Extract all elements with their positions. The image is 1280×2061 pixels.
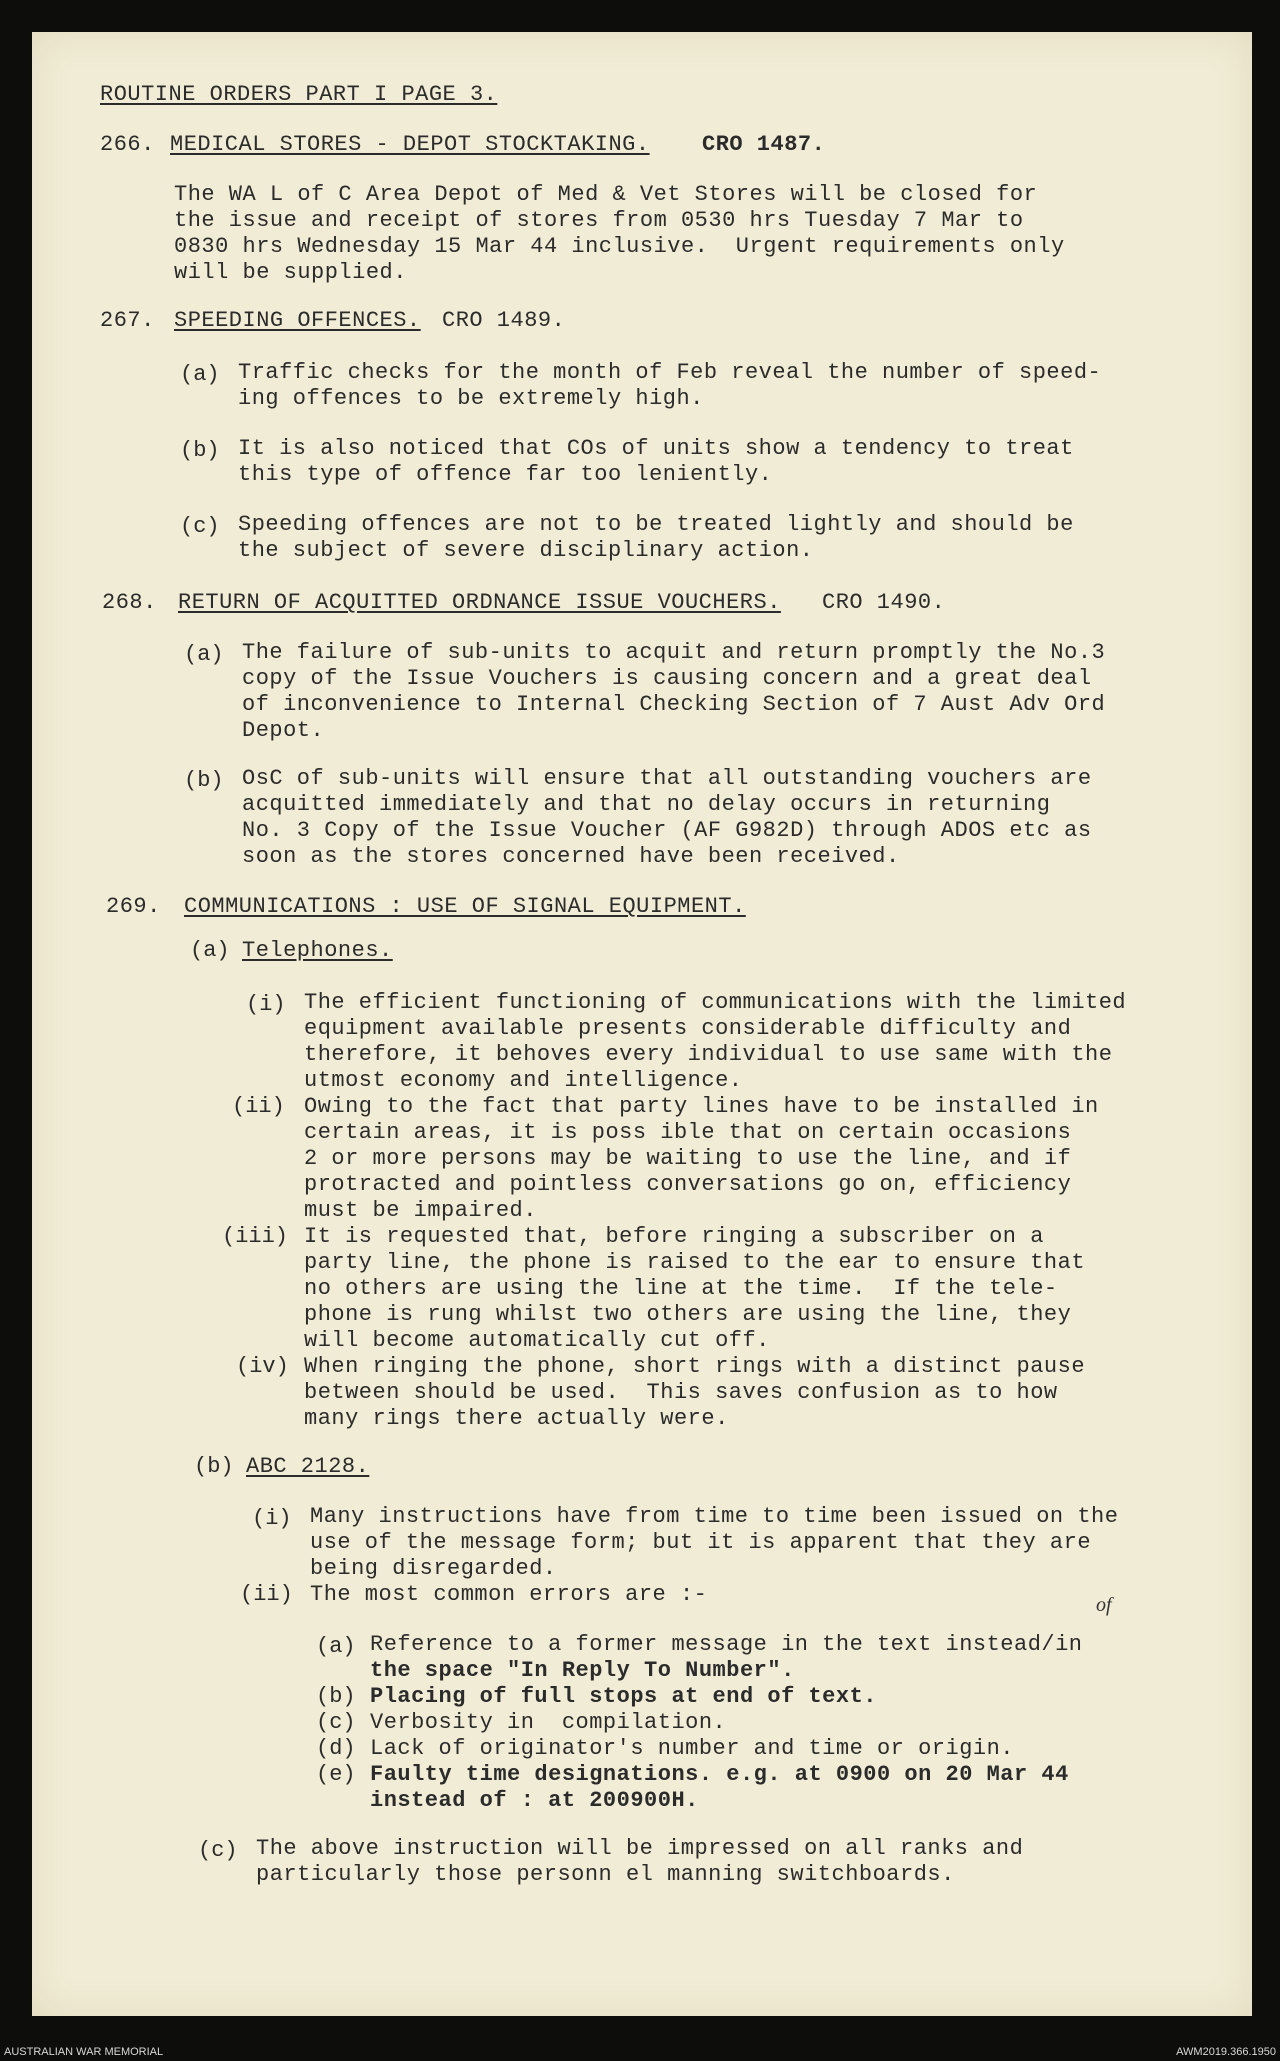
section-266-line: the issue and receipt of stores from 0530 hrs Tuesday 7 Mar to bbox=[174, 208, 1024, 233]
item-label: (ii) bbox=[232, 1094, 285, 1119]
subsection-label: (c) bbox=[198, 1838, 238, 1863]
section-269-heading: COMMUNICATIONS : USE OF SIGNAL EQUIPMENT. bbox=[184, 894, 746, 919]
item-line: the subject of severe disciplinary action. bbox=[238, 538, 814, 563]
item-label: (iii) bbox=[222, 1224, 289, 1249]
item-line: It is also noticed that COs of units show a tendency to treat bbox=[238, 436, 1074, 461]
section-266-line: 0830 hrs Wednesday 15 Mar 44 inclusive. Urgent requirements only bbox=[174, 234, 1065, 259]
item-line: copy of the Issue Vouchers is causing concern and a great deal bbox=[242, 666, 1092, 691]
item-line: soon as the stores concerned have been received. bbox=[242, 844, 900, 869]
item-line: Many instructions have from time to time been issued on the bbox=[310, 1504, 1119, 1529]
item-label: (c) bbox=[180, 514, 220, 539]
section-268-ref: CRO 1490. bbox=[822, 590, 946, 615]
subsection-title: Telephones. bbox=[242, 938, 393, 963]
item-line: It is requested that, before ringing a subscriber on a bbox=[304, 1224, 1044, 1249]
item-line: No. 3 Copy of the Issue Voucher (AF G982D) through ADOS etc as bbox=[242, 818, 1092, 843]
subsection-label: (a) bbox=[190, 938, 230, 963]
item-line: The failure of sub-units to acquit and return promptly the No.3 bbox=[242, 640, 1106, 665]
section-267-number: 267. bbox=[100, 308, 155, 333]
handwritten-insertion: of bbox=[1096, 1594, 1112, 1616]
error-label: (c) bbox=[316, 1710, 356, 1735]
section-267-ref: CRO 1489. bbox=[442, 308, 566, 333]
item-line: must be impaired. bbox=[304, 1198, 537, 1223]
item-line: equipment available presents considerable difficulty and bbox=[304, 1016, 1072, 1041]
section-266-number: 266. bbox=[100, 132, 155, 157]
item-label: (a) bbox=[180, 362, 220, 387]
error-line: Lack of originator's number and time or origin. bbox=[370, 1736, 1015, 1761]
item-line: this type of offence far too leniently. bbox=[238, 462, 773, 487]
item-line: acquitted immediately and that no delay occurs in returning bbox=[242, 792, 1051, 817]
subsection-line: particularly those personn el manning switchboards. bbox=[256, 1862, 955, 1887]
item-line: will become automatically cut off. bbox=[304, 1328, 770, 1353]
item-line: being disregarded. bbox=[310, 1556, 557, 1581]
item-line: Owing to the fact that party lines have to be installed in bbox=[304, 1094, 1099, 1119]
item-line: protracted and pointless conversations go on, efficiency bbox=[304, 1172, 1072, 1197]
error-label: (e) bbox=[316, 1762, 356, 1787]
item-line: therefore, it behoves every individual to use same with the bbox=[304, 1042, 1113, 1067]
item-label: (b) bbox=[180, 438, 220, 463]
section-269-number: 269. bbox=[106, 894, 161, 919]
item-line: Speeding offences are not to be treated lightly and should be bbox=[238, 512, 1074, 537]
item-line: party line, the phone is raised to the ear to ensure that bbox=[304, 1250, 1086, 1275]
item-line: When ringing the phone, short rings with a distinct pause bbox=[304, 1354, 1086, 1379]
item-label: (i) bbox=[246, 992, 286, 1017]
archive-reference: AWM2019.366.1950 bbox=[1176, 2046, 1276, 2058]
subsection-line: The above instruction will be impressed on all ranks and bbox=[256, 1836, 1024, 1861]
section-266-heading: MEDICAL STORES - DEPOT STOCKTAKING. bbox=[170, 132, 650, 157]
document-page bbox=[32, 32, 1252, 2016]
item-line: use of the message form; but it is apparent that they are bbox=[310, 1530, 1092, 1555]
archive-name: AUSTRALIAN WAR MEMORIAL bbox=[4, 2046, 164, 2058]
section-267-heading: SPEEDING OFFENCES. bbox=[174, 308, 421, 333]
item-line: phone is rung whilst two others are using the line, they bbox=[304, 1302, 1072, 1327]
item-line: The most common errors are :- bbox=[310, 1582, 708, 1607]
error-line: Reference to a former message in the text instead/in bbox=[370, 1632, 1083, 1657]
subsection-title: ABC 2128. bbox=[246, 1454, 370, 1479]
error-label: (b) bbox=[316, 1684, 356, 1709]
item-label: (i) bbox=[252, 1506, 292, 1531]
item-label: (iv) bbox=[236, 1354, 289, 1379]
item-line: utmost economy and intelligence. bbox=[304, 1068, 743, 1093]
error-line: Faulty time designations. e.g. at 0900 on 20 Mar 44 bbox=[370, 1762, 1069, 1787]
archive-footer bbox=[0, 2044, 1280, 2061]
subsection-label: (b) bbox=[194, 1454, 234, 1479]
item-line: many rings there actually were. bbox=[304, 1406, 729, 1431]
item-line: Traffic checks for the month of Feb reveal the number of speed- bbox=[238, 360, 1102, 385]
section-268-number: 268. bbox=[102, 590, 157, 615]
item-line: certain areas, it is poss ible that on certain occasions bbox=[304, 1120, 1072, 1145]
item-line: ing offences to be extremely high. bbox=[238, 386, 704, 411]
error-label: (a) bbox=[316, 1634, 356, 1659]
item-line: of inconvenience to Internal Checking Section of 7 Aust Adv Ord bbox=[242, 692, 1106, 717]
error-line: the space "In Reply To Number". bbox=[370, 1658, 795, 1683]
section-266-line: will be supplied. bbox=[174, 260, 407, 285]
item-label: (ii) bbox=[240, 1582, 293, 1607]
item-line: no others are using the line at the time. If the tele- bbox=[304, 1276, 1058, 1301]
item-label: (b) bbox=[184, 768, 224, 793]
error-label: (d) bbox=[316, 1736, 356, 1761]
error-line: Verbosity in compilation. bbox=[370, 1710, 727, 1735]
item-line: 2 or more persons may be waiting to use the line, and if bbox=[304, 1146, 1072, 1171]
error-line: instead of : at 200900H. bbox=[370, 1788, 699, 1813]
item-label: (a) bbox=[184, 642, 224, 667]
page-header: ROUTINE ORDERS PART I PAGE 3. bbox=[100, 82, 498, 107]
section-268-heading: RETURN OF ACQUITTED ORDNANCE ISSUE VOUCHERS. bbox=[178, 590, 781, 615]
error-line: Placing of full stops at end of text. bbox=[370, 1684, 877, 1709]
item-line: between should be used. This saves confusion as to how bbox=[304, 1380, 1058, 1405]
section-266-ref: CRO 1487. bbox=[702, 132, 826, 157]
item-line: Depot. bbox=[242, 718, 325, 743]
item-line: OsC of sub-units will ensure that all outstanding vouchers are bbox=[242, 766, 1092, 791]
item-line: The efficient functioning of communications with the limited bbox=[304, 990, 1127, 1015]
section-266-line: The WA L of C Area Depot of Med & Vet Stores will be closed for bbox=[174, 182, 1038, 207]
